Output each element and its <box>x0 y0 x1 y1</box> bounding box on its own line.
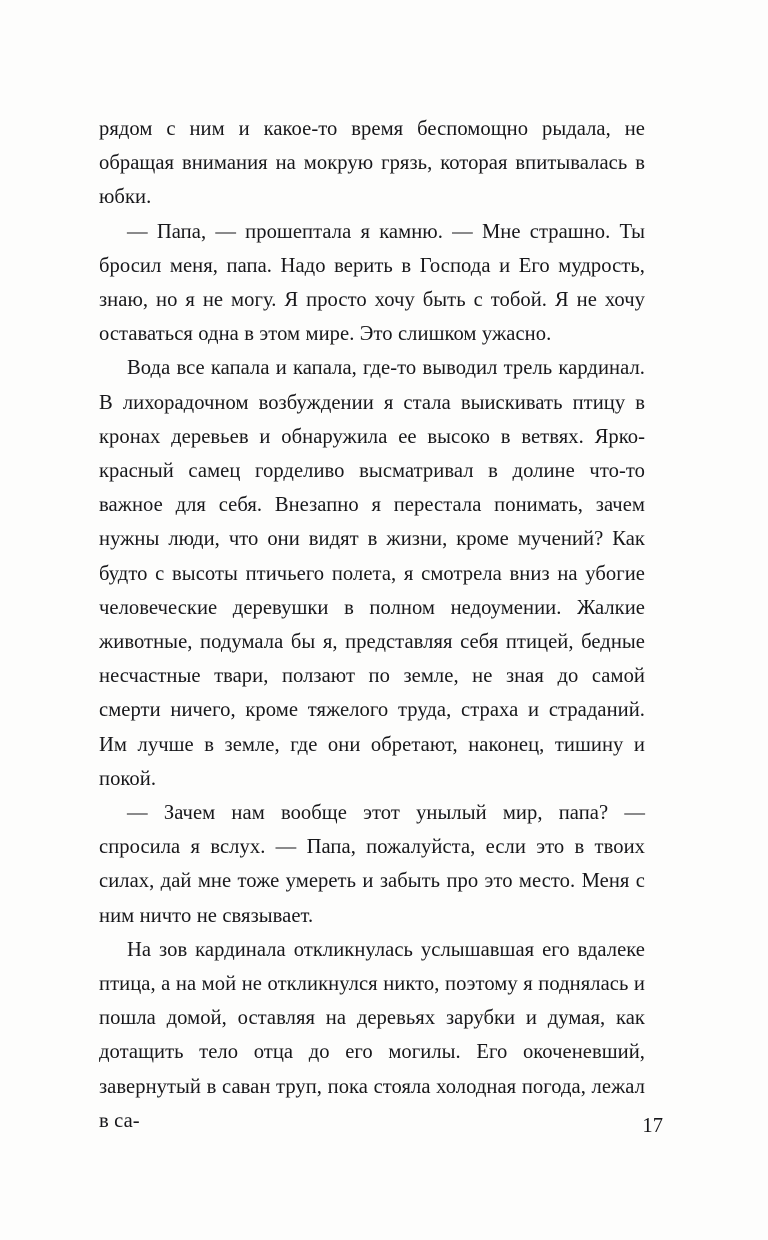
body-text-column <box>99 112 645 1138</box>
paragraph: — Папа, — прошептала я камню. — Мне страшно. Ты бросил меня, папа. Надо верить в Господа и Его мудрость, знаю, но я не могу. Я просто хочу быть с тобой. Я не хочу оставаться одна в этом мире. Это слишком ужасно. <box>99 220 645 346</box>
paragraph: рядом с ним и какое-то время беспомощно рыдала, не обращая внимания на мокрую грязь, которая впитывалась в юбки. <box>99 118 645 209</box>
paragraph: На зов кардинала откликнулась услышавшая его вдалеке птица, а на мой не откликнулся никто, поэтому я поднялась и пошла домой, оставляя на деревьях зарубки и думая, как дотащить тело отца до его могилы. Его окоченевший, завернутый в саван труп, пока стояла холодная погода, лежал в са- <box>99 938 645 1132</box>
paragraph: — Зачем нам вообще этот унылый мир, папа? — спросила я вслух. — Папа, пожалуйста, если это в твоих силах, дай мне тоже умереть и забыть про это место. Меня с ним ничто не связывает. <box>99 802 645 927</box>
page-number: 17 <box>642 1115 663 1137</box>
paragraph: Вода все капала и капала, где-то выводил трель кардинал. В лихорадочном возбуждении я стала выискивать птицу в кронах деревьев и обнаружила ее высоко в ветвях. Ярко-красный самец горделиво высматривал в долине что-то важное для себя. Внезапно я перестала понимать, зачем нужны люди, что они видят в жизни, кроме мучений? Как будто с высоты птичьего полета, я смотрела вниз на убогие человеческие деревушки в полном недоумении. Жалкие животные, подумала бы я, представляя себя птицей, бедные несчастные твари, ползают по земле, не зная до самой смерти ничего, кроме тяжелого труда, страха и страданий. Им лучше в земле, где они обретают, наконец, тишину и покой. <box>99 357 645 790</box>
